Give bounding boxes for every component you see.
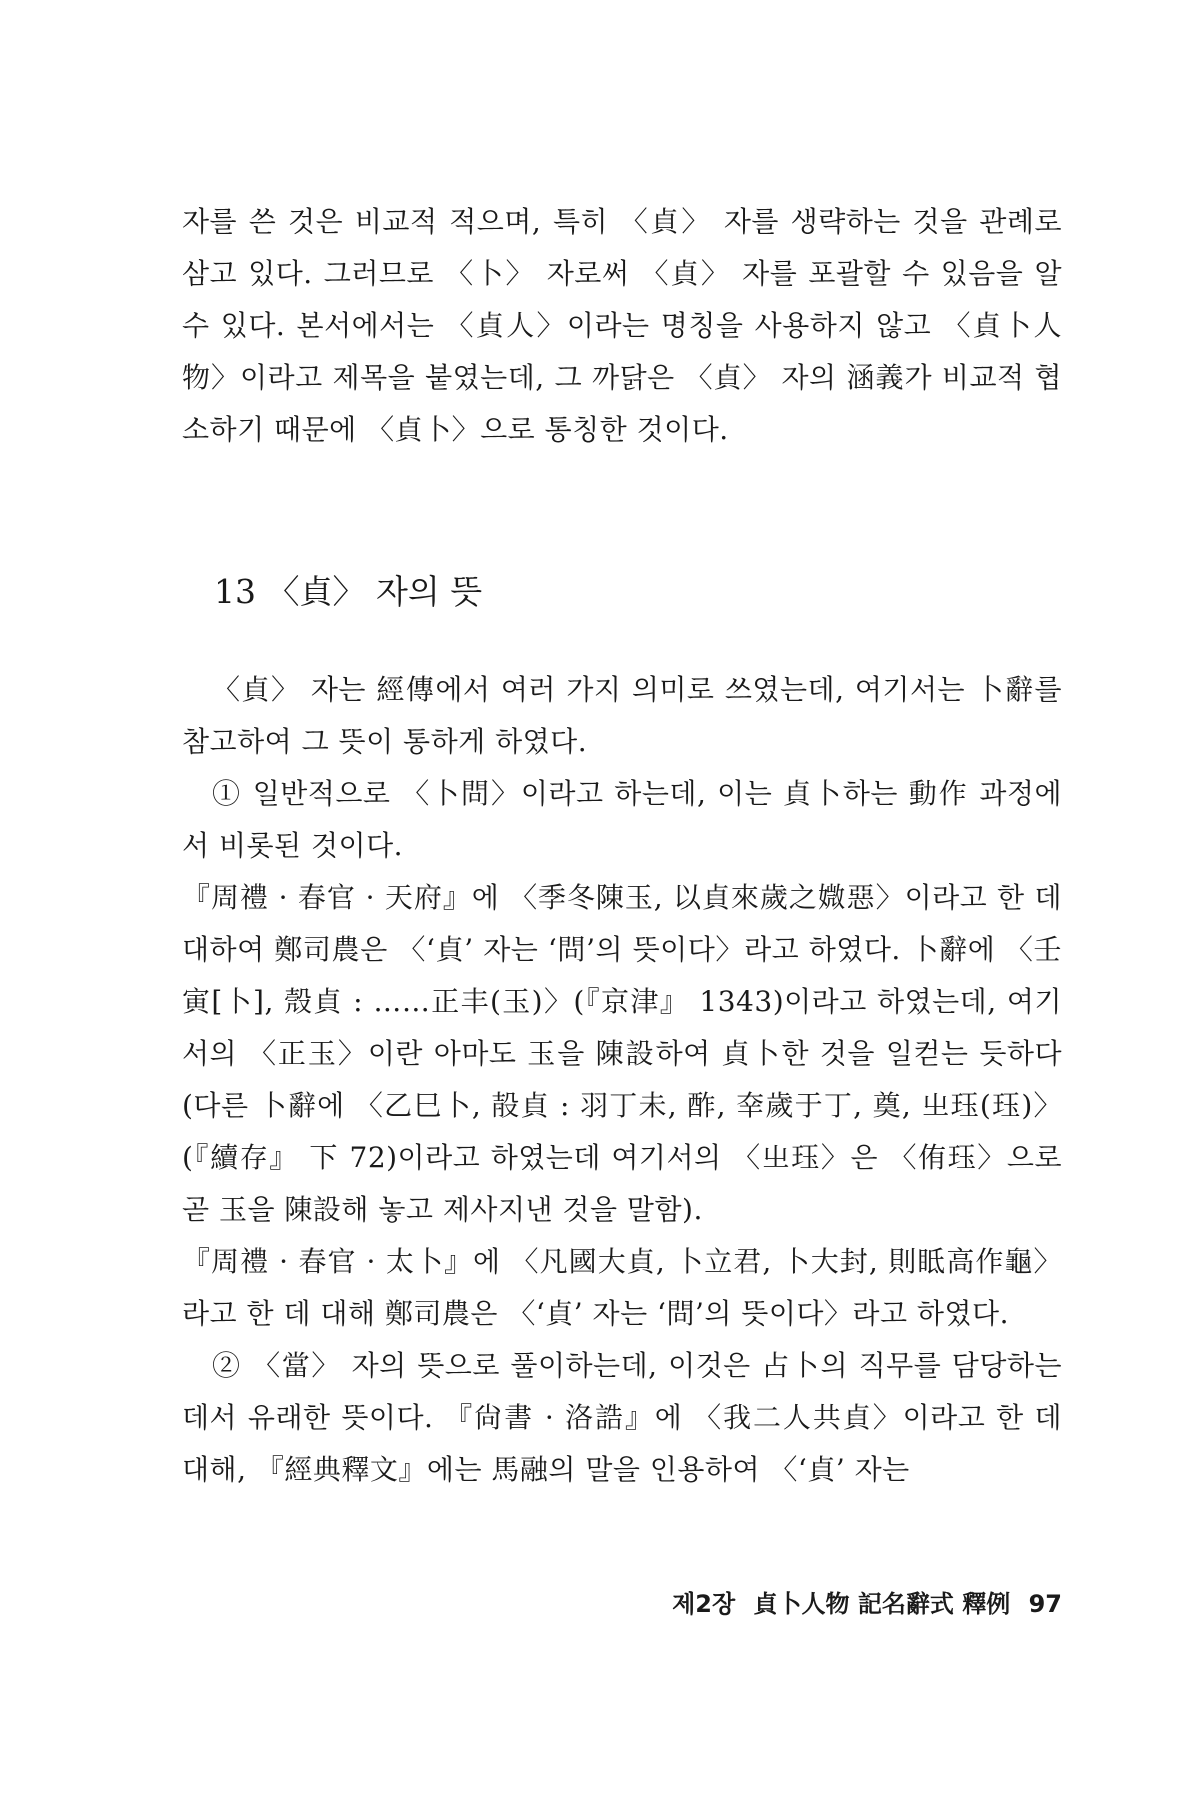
- intro-paragraph: 자를 쓴 것은 비교적 적으며, 특히 〈貞〉 자를 생략하는 것을 관례로 삼고 있다. 그러므로 〈卜〉 자로써 〈貞〉 자를 포괄할 수 있음을 알 수 있다. 본서에서는 〈貞人〉이라는 명칭을 사용하지 않고 〈貞卜人物〉이라고 제목을 붙였는데, 그 까닭은 〈貞〉 자의 涵義가 비교적 협소하기 때문에 〈貞卜〉으로 통칭한 것이다.: [182, 205, 1062, 446]
- running-footer: [610, 1584, 1062, 1619]
- body-paragraph: 〈貞〉 자는 經傳에서 여러 가지 의미로 쓰였는데, 여기서는 卜辭를 참고하여 그 뜻이 통하게 하였다.: [182, 673, 1062, 758]
- page-number: 97: [1028, 1590, 1062, 1618]
- body-paragraph: 『周禮 · 春官 · 太卜』에 〈凡國大貞, 卜立君, 卜大封, 則眡高作龜〉라고 한 데 대해 鄭司農은 〈‘貞’ 자는 ‘問’의 뜻이다〉라고 하였다.: [182, 1245, 1062, 1330]
- section-heading: 13 〈貞〉 자의 뜻: [214, 572, 483, 611]
- body-paragraph: ① 일반적으로 〈卜問〉이라고 하는데, 이는 貞卜하는 動作 과정에서 비롯된 것이다.: [182, 777, 1062, 862]
- body-paragraph: 『周禮 · 春官 · 天府』에 〈季冬陳玉, 以貞來歲之媺惡〉이라고 한 데 대하여 鄭司農은 〈‘貞’ 자는 ‘問’의 뜻이다〉라고 하였다. 卜辭에 〈壬寅[卜], 殼貞 : ……正丰(玉)〉(『京津』 1343)이라고 하였는데, 여기서의 〈正玉〉이란 아마도 玉을 陳設하여 貞卜한 것을 일컫는 듯하다(다른 卜辭에 〈乙巳卜, 㱿貞 : 羽丁未, 酢, 㚔歲于丁, 奠, 㞢珏(珏)〉(『續存』 下 72)이라고 하였는데 여기서의 〈㞢珏〉은 〈侑珏〉으로 곧 玉을 陳設해 놓고 제사지낸 것을 말함).: [182, 881, 1062, 1226]
- section-body: [182, 664, 1062, 1496]
- body-paragraph: ② 〈當〉 자의 뜻으로 풀이하는데, 이것은 占卜의 직무를 담당하는 데서 유래한 뜻이다. 『尙書 · 洛誥』에 〈我二人共貞〉이라고 한 데 대해, 『經典釋文』에는 馬融의 말을 인용하여 〈‘貞’ 자는: [182, 1349, 1062, 1486]
- footer-title: 貞卜人物 記名辭式 釋例: [753, 1590, 1011, 1618]
- footer-chapter: 제2장: [672, 1590, 736, 1618]
- intro-text: [182, 196, 1062, 456]
